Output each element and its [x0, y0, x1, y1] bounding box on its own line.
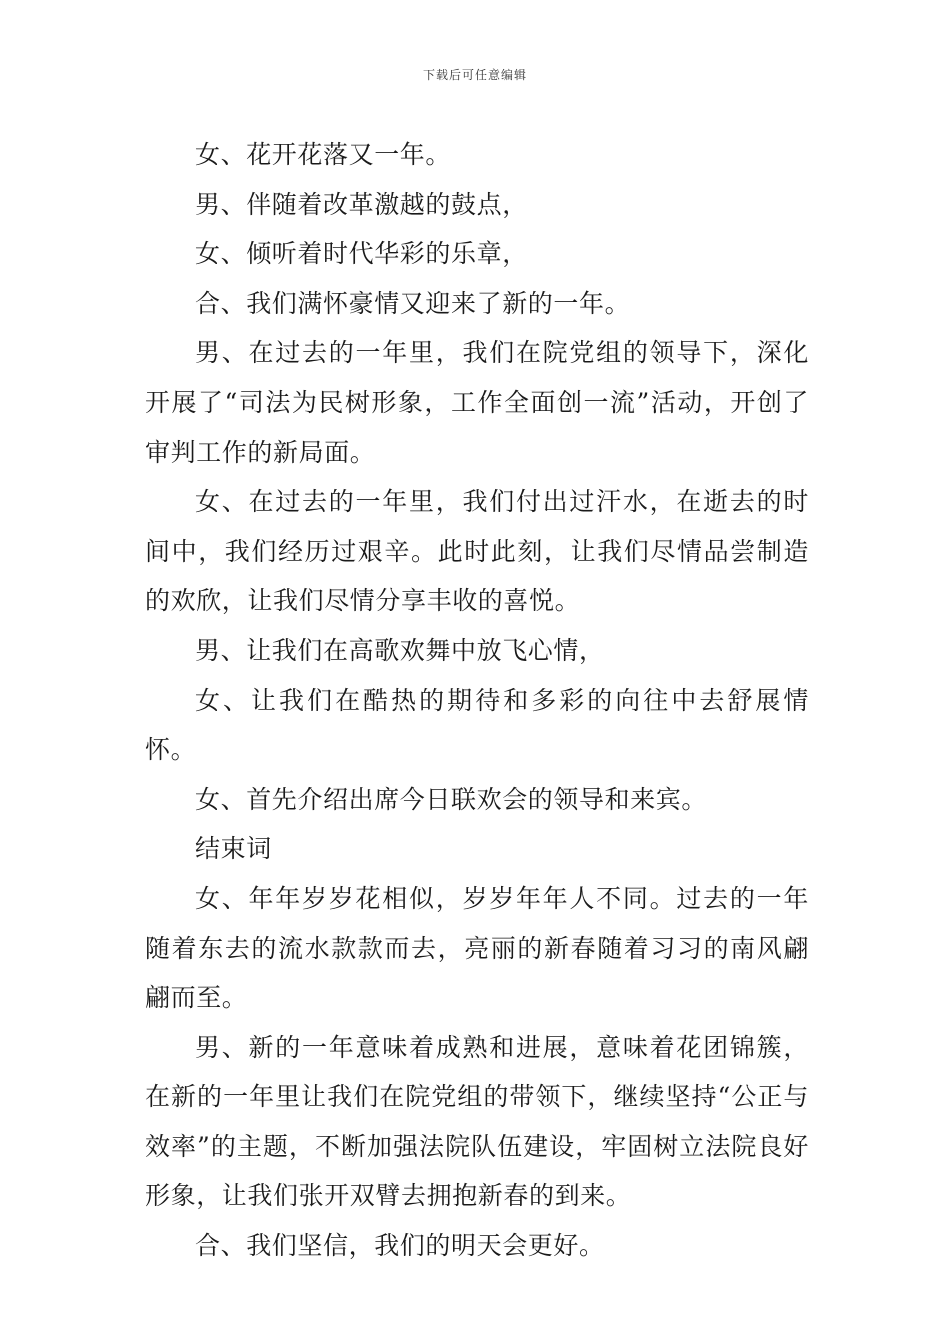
paragraph: 女、首先介绍出席今日联欢会的领导和来宾。: [195, 784, 708, 814]
paragraph: 女、倾听着时代华彩的乐章，: [195, 239, 528, 269]
paragraph: 男、在过去的一年里，我们在院党组的领导下，深化开展了“司法为民树形象，工作全面创一流”活动，开创了审判工作的新局面。: [145, 338, 809, 467]
paragraph: 男、新的一年意味着成熟和进展，意味着花团锦簇，在新的一年里让我们在院党组的带领下，继续坚持“公正与效率”的主题，不断加强法院队伍建设，牢固树立法院良好形象，让我们张开双臂去拥抱新春的到来。: [145, 1032, 809, 1211]
paragraph: 男、伴随着改革激越的鼓点，: [195, 189, 528, 219]
paragraph: 合、我们满怀豪情又迎来了新的一年。: [195, 288, 631, 318]
document-body: [145, 130, 809, 1271]
page-header: 下载后可任意编辑: [422, 68, 527, 82]
paragraph: 合、我们坚信，我们的明天会更好。: [195, 1231, 605, 1261]
paragraph: 女、年年岁岁花相似，岁岁年年人不同。过去的一年随着东去的流水款款而去，亮丽的新春随着习习的南风翩翩而至。: [145, 883, 809, 1013]
paragraph: 女、花开花落又一年。: [195, 140, 452, 169]
paragraph: 女、让我们在酷热的期待和多彩的向往中去舒展情怀。: [145, 685, 809, 765]
paragraph: 女、在过去的一年里，我们付出过汗水，在逝去的时间中，我们经历过艰辛。此时此刻，让我们尽情品尝制造的欢欣，让我们尽情分享丰收的喜悦。: [145, 487, 809, 616]
section-heading: 结束词: [195, 834, 272, 864]
paragraph: 男、让我们在高歌欢舞中放飞心情，: [195, 635, 605, 665]
